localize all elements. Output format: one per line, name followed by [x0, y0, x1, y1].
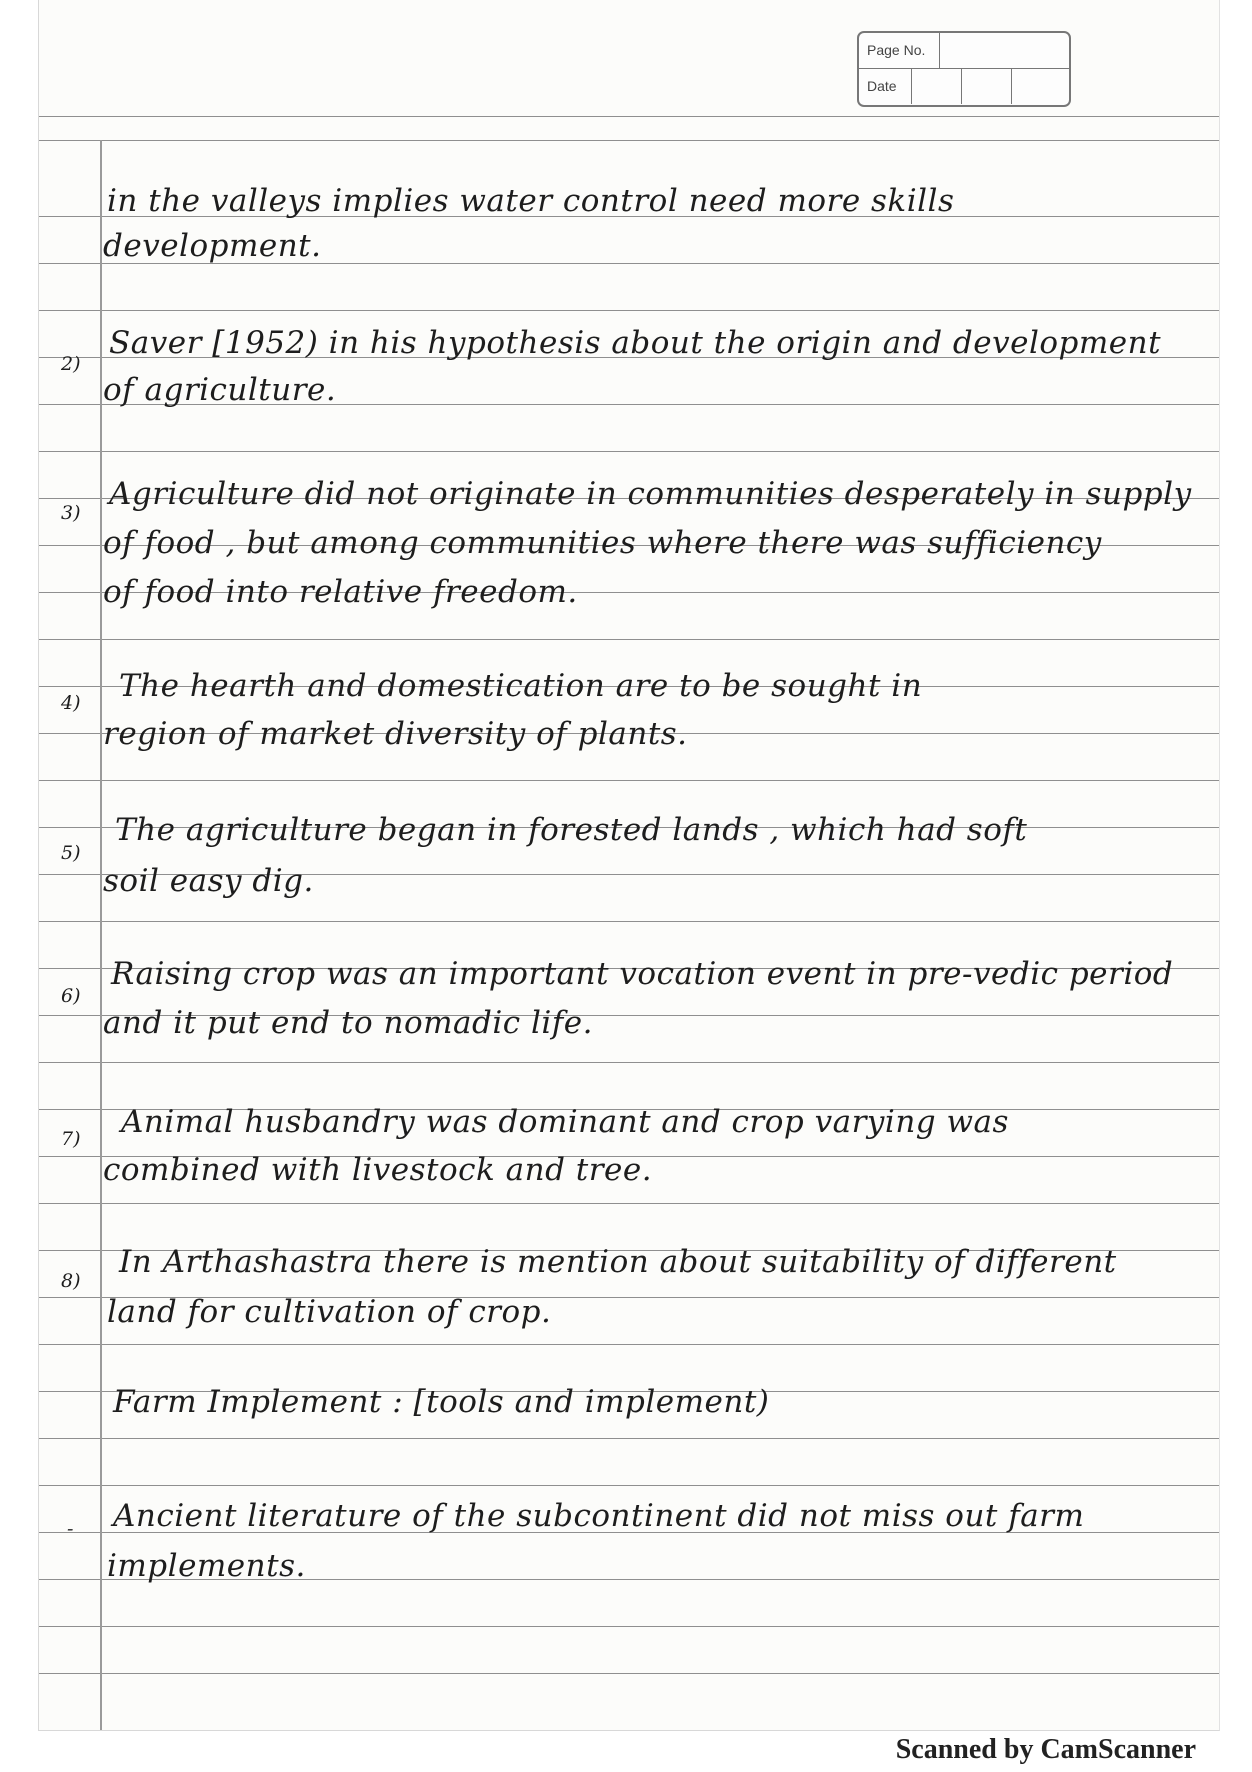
note-line: of agriculture.: [103, 372, 337, 408]
item-marker: 6): [61, 985, 81, 1007]
note-line: combined with livestock and tree.: [103, 1152, 653, 1188]
ruled-line: [39, 140, 1219, 141]
note-line: In Arthashastra there is mention about suitability of different: [119, 1244, 1117, 1280]
margin-line: [100, 140, 102, 1730]
note-line: development.: [103, 228, 322, 264]
date-label: Date: [867, 78, 897, 94]
page-no-label: Page No.: [867, 42, 926, 58]
item-marker: 4): [61, 692, 81, 714]
item-marker: 7): [61, 1128, 81, 1150]
page-no-row: [859, 33, 1069, 69]
note-line: of food , but among communities where there was sufficiency: [103, 525, 1102, 561]
ruled-line: [39, 1673, 1219, 1674]
note-line: The agriculture began in forested lands , which had soft: [115, 812, 1028, 848]
scanner-watermark: Scanned by CamScanner: [895, 1734, 1196, 1765]
note-line: in the valleys implies water control need more skills: [107, 183, 955, 219]
date-cell: [1011, 69, 1012, 104]
item-marker: 5): [61, 842, 81, 864]
note-line: The hearth and domestication are to be sought in: [119, 668, 923, 704]
date-cell: [961, 69, 962, 104]
note-line: Saver [1952) in his hypothesis about the origin and development: [109, 325, 1162, 361]
item-marker: 8): [61, 1270, 81, 1292]
date-cell: [911, 69, 912, 104]
ruled-line: [39, 780, 1219, 781]
note-line: region of market diversity of plants.: [103, 716, 688, 752]
page-no-field: [939, 33, 940, 68]
item-marker: -: [67, 1518, 74, 1540]
ruled-line: [39, 1203, 1219, 1204]
notebook-page: [38, 0, 1220, 1731]
note-line: implements.: [107, 1548, 306, 1584]
ruled-line: [39, 116, 1219, 117]
date-row: [859, 69, 1069, 104]
ruled-line: [39, 310, 1219, 311]
note-line: Ancient literature of the subcontinent did not miss out farm: [113, 1498, 1085, 1534]
section-heading: Farm Implement : [tools and implement): [113, 1384, 770, 1420]
item-marker: 2): [61, 353, 81, 375]
ruled-line: [39, 1626, 1219, 1627]
ruled-line: [39, 639, 1219, 640]
ruled-line: [39, 1062, 1219, 1063]
note-line: Agriculture did not originate in communities desperately in supply: [109, 476, 1192, 512]
note-line: soil easy dig.: [103, 863, 314, 899]
note-line: of food into relative freedom.: [103, 574, 578, 610]
note-line: land for cultivation of crop.: [107, 1294, 552, 1330]
item-marker: 3): [61, 502, 81, 524]
ruled-line: [39, 921, 1219, 922]
note-line: and it put end to nomadic life.: [103, 1005, 593, 1041]
ruled-line: [39, 451, 1219, 452]
note-line: Raising crop was an important vocation event in pre-vedic period: [111, 956, 1174, 992]
ruled-line: [39, 1344, 1219, 1345]
ruled-line: [39, 1438, 1219, 1439]
note-line: Animal husbandry was dominant and crop varying was: [121, 1104, 1009, 1140]
ruled-line: [39, 1485, 1219, 1486]
page-date-box: [857, 31, 1071, 107]
